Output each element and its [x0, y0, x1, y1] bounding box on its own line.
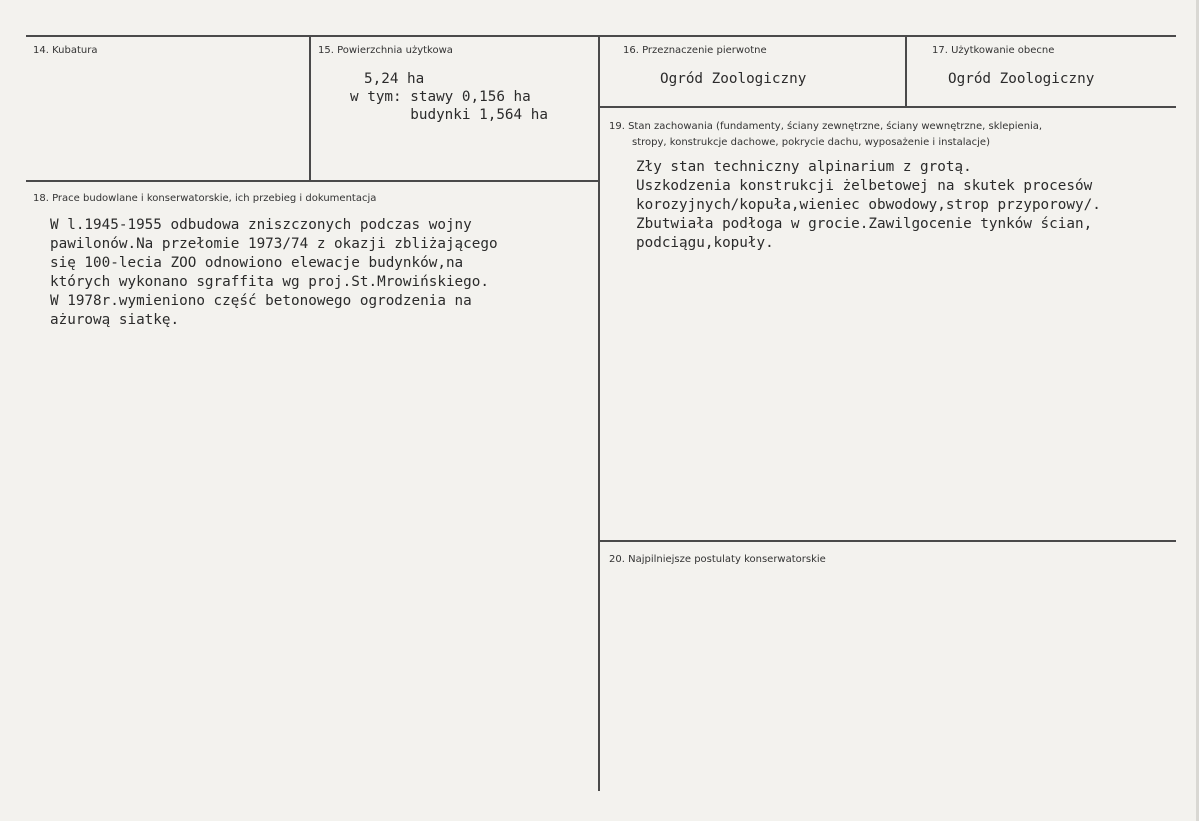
- field-19-line-4: Zbutwiała podłoga w grocie.Zawilgocenie tynków ścian,: [636, 216, 1093, 232]
- field-20-label: 20. Najpilniejsze postulaty konserwatorskie: [609, 554, 826, 565]
- field-17-label: 17. Użytkowanie obecne: [932, 45, 1055, 56]
- divider-16-17: [905, 35, 907, 107]
- rule-under-19: [598, 540, 1176, 542]
- field-19-label-line-2: stropy, konstrukcje dachowe, pokrycie dachu, wyposażenie i instalacje): [632, 137, 990, 148]
- top-rule: [26, 35, 1176, 37]
- rule-under-16-17: [598, 106, 1176, 108]
- field-19-line-3: korozyjnych/kopuła,wieniec obwodowy,strop przyporowy/.: [636, 197, 1101, 213]
- field-18-line-3: się 100-lecia ZOO odnowiono elewacje budynków,na: [50, 255, 464, 271]
- field-16-label: 16. Przeznaczenie pierwotne: [623, 45, 767, 56]
- field-17-value: Ogród Zoologiczny: [948, 71, 1095, 87]
- field-15-label: 15. Powierzchnia użytkowa: [318, 45, 453, 56]
- field-19-line-2: Uszkodzenia konstrukcji żelbetowej na skutek procesów: [636, 178, 1093, 194]
- field-19-line-5: podciągu,kopuły.: [636, 235, 774, 251]
- field-15-line-3: budynki 1,564 ha: [350, 107, 548, 123]
- divider-14-15: [309, 35, 311, 182]
- field-18-line-4: których wykonano sgraffita wg proj.St.Mrowińskiego.: [50, 274, 489, 290]
- field-15-line-2: w tym: stawy 0,156 ha: [350, 89, 531, 105]
- field-19-line-1: Zły stan techniczny alpinarium z grotą.: [636, 159, 972, 175]
- field-14-label: 14. Kubatura: [33, 45, 98, 56]
- field-18-line-6: ażurową siatkę.: [50, 312, 180, 328]
- field-18-line-2: pawilonów.Na przełomie 1973/74 z okazji zbliżającego: [50, 236, 498, 252]
- field-18-label: 18. Prace budowlane i konserwatorskie, ich przebieg i dokumentacja: [33, 193, 377, 204]
- main-vertical-divider: [598, 35, 600, 791]
- field-18-line-5: W 1978r.wymieniono część betonowego ogrodzenia na: [50, 293, 472, 309]
- field-18-line-1: W l.1945-1955 odbudowa zniszczonych podczas wojny: [50, 217, 472, 233]
- field-15-line-1: 5,24 ha: [364, 71, 425, 87]
- field-16-value: Ogród Zoologiczny: [660, 71, 807, 87]
- rule-under-14-15: [26, 180, 600, 182]
- field-19-label-line-1: 19. Stan zachowania (fundamenty, ściany zewnętrzne, ściany wewnętrzne, sklepienia,: [609, 121, 1043, 132]
